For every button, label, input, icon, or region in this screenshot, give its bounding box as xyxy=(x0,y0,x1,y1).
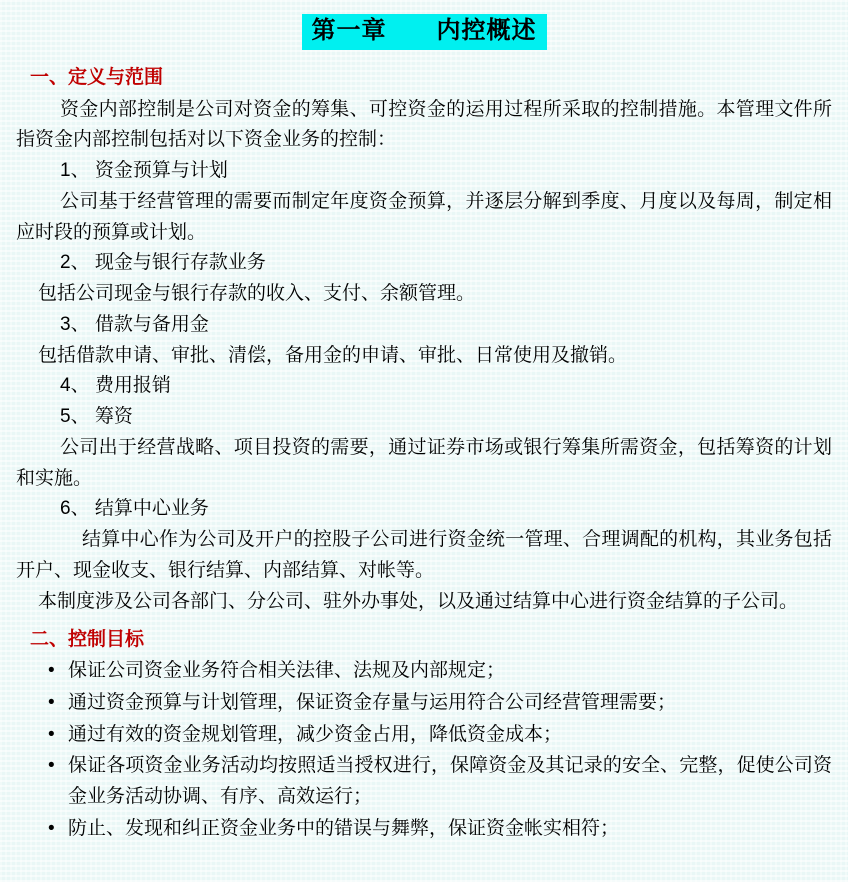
paragraph: 结算中心作为公司及开户的控股子公司进行资金统一管理、合理调配的机构，其业务包括开户、现金收支、银行结算、内部结算、对帐等。 xyxy=(16,529,832,581)
section-heading-control-objectives: 二、控制目标 xyxy=(30,628,145,650)
paragraph: 1、 资金预算与计划 xyxy=(60,160,228,182)
paragraph: 2、 现金与银行存款业务 xyxy=(60,252,266,274)
paragraph: 本制度涉及公司各部门、分公司、驻外办事处，以及通过结算中心进行资金结算的子公司。 xyxy=(38,590,799,612)
list-item xyxy=(16,720,832,751)
document-body xyxy=(0,64,848,856)
page-title: 第一章 内控概述 xyxy=(302,14,547,50)
bullet-icon: • xyxy=(48,691,55,713)
bullet-icon: • xyxy=(48,755,55,777)
bullet-icon: • xyxy=(48,660,55,682)
paragraph: 公司基于经营管理的需要而制定年度资金预算，并逐层分解到季度、月度以及每周，制定相应时段的预算或计划。 xyxy=(16,190,832,243)
section-heading-definition-scope: 一、定义与范围 xyxy=(30,67,164,88)
bullet-icon: • xyxy=(48,817,55,839)
paragraph: 4、 费用报销 xyxy=(60,375,171,397)
paragraph: 6、 结算中心业务 xyxy=(60,498,209,520)
list-item-label: 保证公司资金业务符合相关法律、法规及内部规定； xyxy=(68,660,506,682)
list-item-label: 保证各项资金业务活动均按照适当授权进行，保障资金及其记录的安全、完整，促使公司资金业务活动协调、有序、高效运行； xyxy=(68,755,832,808)
list-item-label: 通过有效的资金规划管理，减少资金占用，降低资金成本； xyxy=(68,723,563,745)
paragraph: 资金内部控制是公司对资金的筹集、可控资金的运用过程所采取的控制措施。本管理文件所指资金内部控制包括对以下资金业务的控制： xyxy=(16,98,832,151)
list-item-label: 防止、发现和纠正资金业务中的错误与舞弊，保证资金帐实相符； xyxy=(68,817,620,839)
list-item xyxy=(16,688,832,719)
paragraph: 公司出于经营战略、项目投资的需要，通过证券市场或银行筹集所需资金，包括筹资的计划和实施。 xyxy=(16,436,832,489)
paragraph: 包括借款申请、审批、清偿，备用金的申请、审批、日常使用及撤销。 xyxy=(38,344,628,366)
paragraph: 5、 筹资 xyxy=(60,406,133,428)
paragraph: 包括公司现金与银行存款的收入、支付、余额管理。 xyxy=(38,283,476,305)
list-item xyxy=(16,814,832,845)
paragraph: 3、 借款与备用金 xyxy=(60,313,209,335)
list-item xyxy=(16,656,832,687)
list-item-label: 通过资金预算与计划管理，保证资金存量与运用符合公司经营管理需要； xyxy=(68,691,677,713)
list-item xyxy=(16,751,832,813)
bullet-icon: • xyxy=(48,723,55,745)
control-objectives-list xyxy=(16,656,832,845)
title-container xyxy=(0,0,848,56)
